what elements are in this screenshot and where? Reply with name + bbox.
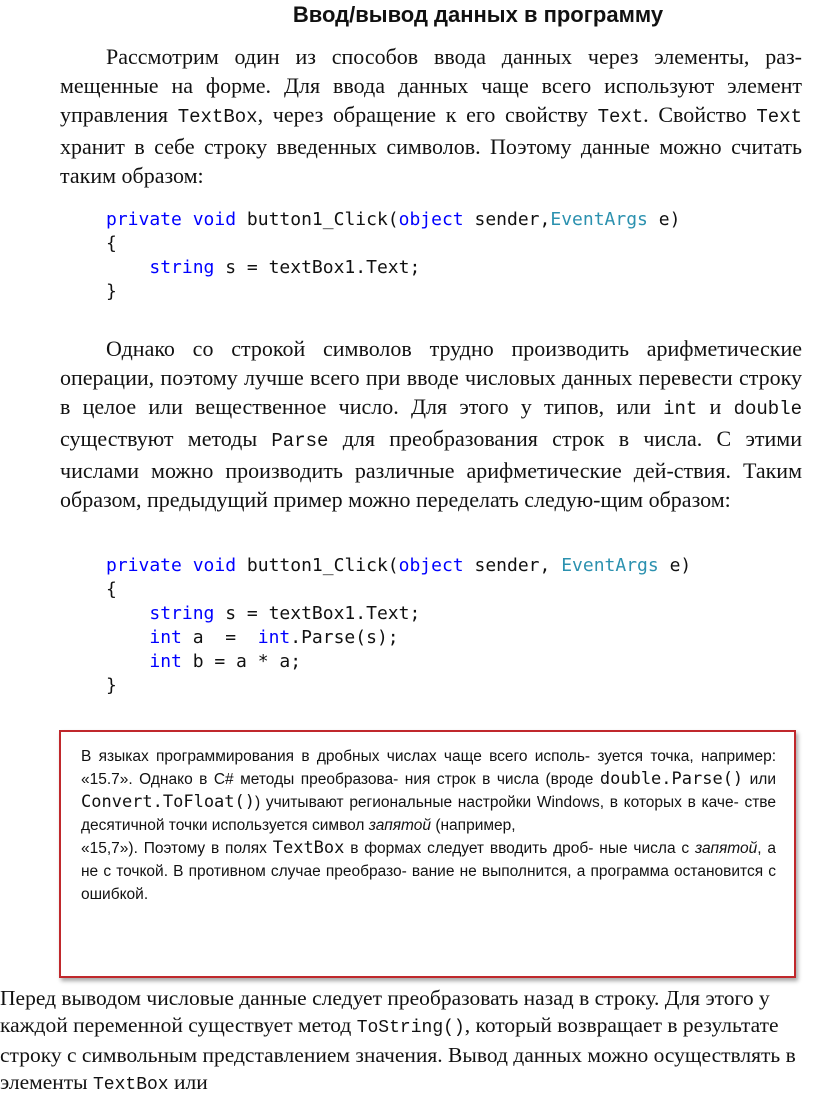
parse-paragraph: Однако со строкой символов трудно производить арифметические операции, поэтому лучше всего при вводе числовых данных перевести строку в целое или вещественное число. Для этого у типов, или int и double существуют методы Parse для преобразования строк в числа. С этими числами можно производить различные арифметические дей-ствия. Таким образом, предыдущий пример можно переделать следую-щим образом: bbox=[60, 336, 802, 512]
code-block-1: private void button1_Click(object sender,EventArgs e) { string s = textBox1.Text; } bbox=[106, 209, 681, 302]
code-parse: Parse bbox=[271, 430, 329, 452]
note-paragraph-2: «15,7»). Поэтому в полях TextBox в формах следует вводить дроб- ные числа с запятой, а не с точкой. В противном случае преобразо- вание не выполнится, а программа остановится с ошибкой. bbox=[81, 838, 777, 903]
code-textbox: TextBox bbox=[92, 1075, 169, 1095]
code-text: Text bbox=[756, 106, 802, 128]
output-paragraph: Перед выводом числовые данные следует преобразовать назад в строку. Для этого у каждой переменной существует метод ToString(), который возвращает в результате строку с символьным представлением значения. Вывод данных можно осуществлять в элементы TextBox или bbox=[0, 986, 796, 1095]
code-block-2: private void button1_Click(object sender, EventArgs e) { string s = textBox1.Text; int a = int.Parse(s); int b = a * a; } bbox=[106, 555, 692, 696]
code-double: double bbox=[733, 398, 802, 420]
code-int: int bbox=[663, 398, 698, 420]
code-textbox: TextBox bbox=[177, 106, 258, 128]
intro-paragraph: Рассмотрим один из способов ввода данных через элементы, раз-мещенные на форме. Для ввода данных чаще всего используют элемент управления TextBox, через обращение к его свойству Text. Свойство Text хранит в себе строку введенных символов. Поэтому данные можно считать таким образом: bbox=[60, 44, 802, 188]
note-paragraph-1: В языках программирования в дробных числах чаще всего исполь- зуется точка, например: «15.7». Однако в C# методы преобразова- ния строк в числа (вроде double.Parse() или Convert.ToFloat()) учитывают региональные настройки Windows, в которых в каче- стве десятичной точки используется символ запятой (например, bbox=[81, 748, 776, 834]
note-box bbox=[59, 730, 796, 978]
page-title: Ввод/вывод данных в программу bbox=[292, 2, 664, 27]
code-tostring: ToString() bbox=[356, 1018, 465, 1038]
code-text: Text bbox=[597, 106, 644, 128]
